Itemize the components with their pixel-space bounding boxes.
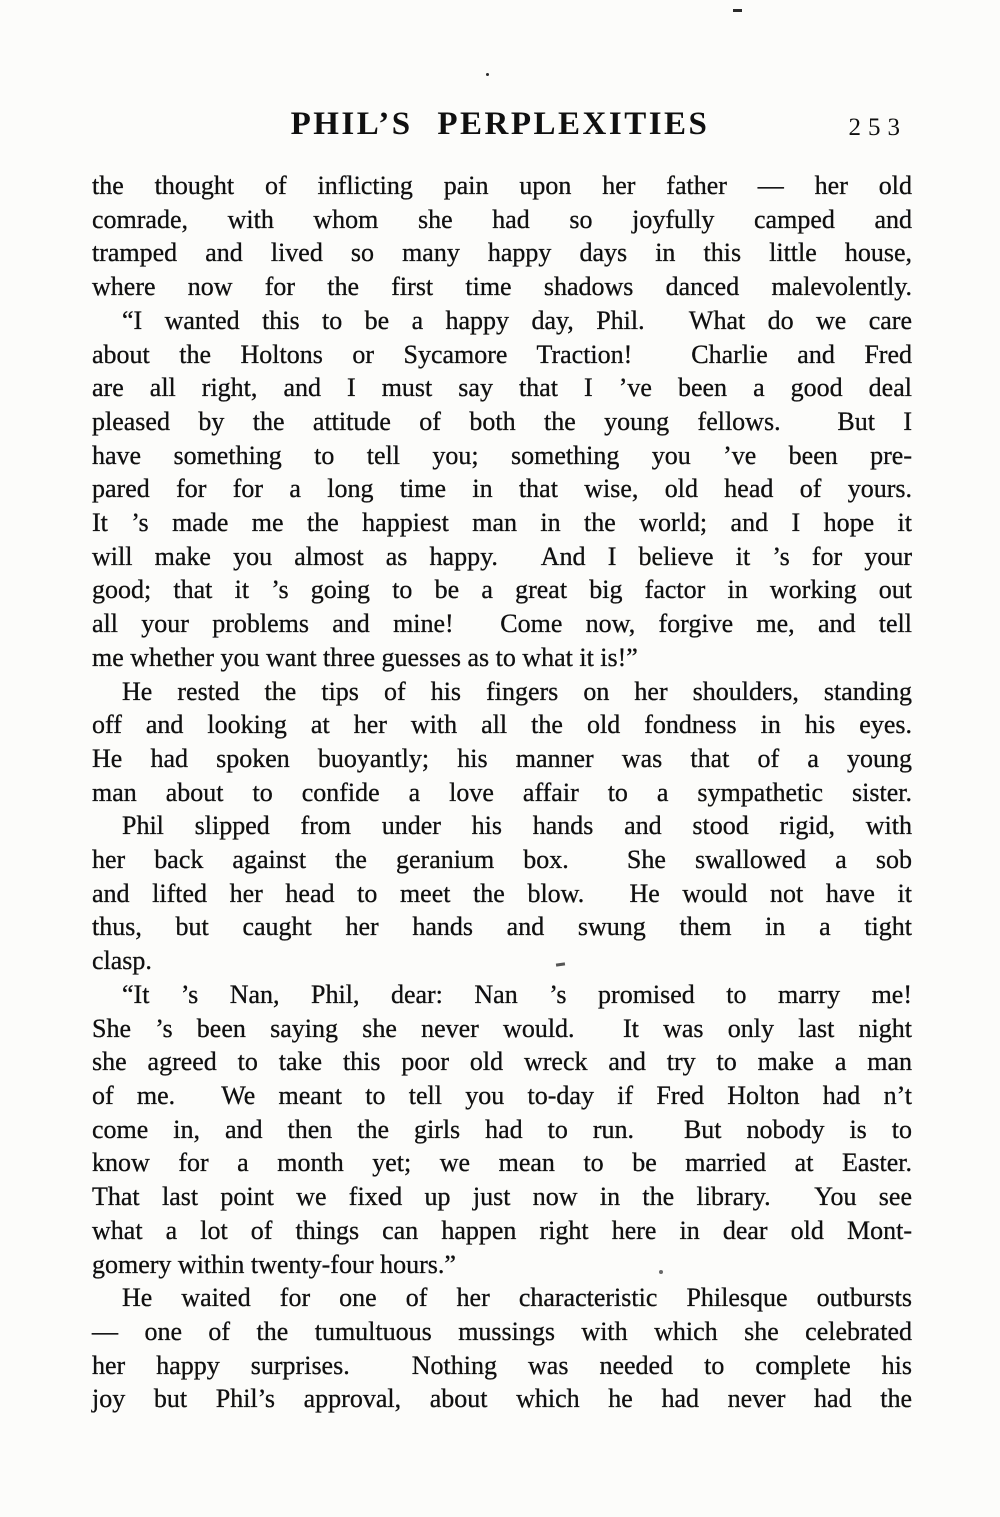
paragraph xyxy=(92,1281,912,1416)
text-line: know for a month yet; we mean to be married at Easter. xyxy=(92,1148,912,1178)
text-line: her happy surprises. Nothing was needed to complete his xyxy=(92,1350,912,1380)
text-line: what a lot of things can happen right here in dear old Mont- xyxy=(92,1215,912,1245)
page-number: 253 xyxy=(848,114,907,141)
text-line: pared for for a long time in that wise, old head of yours. xyxy=(92,474,912,504)
text-line: Phil slipped from under his hands and stood rigid, with xyxy=(122,811,912,841)
text-line: and lifted her head to meet the blow. He would not have it xyxy=(92,878,912,908)
text-line: thus, but caught her hands and swung them in a tight xyxy=(92,912,912,942)
text-line: — one of the tumultuous mussings with which she celebrated xyxy=(92,1316,912,1346)
text-line: That last point we fixed up just now in the library. You see xyxy=(92,1182,912,1212)
scan-artifact xyxy=(733,9,742,12)
text-line: have something to tell you; something you ’ve been pre- xyxy=(92,440,912,470)
text-line: off and looking at her with all the old fondness in his eyes. xyxy=(92,710,912,740)
page-body xyxy=(92,169,912,1416)
text-line: the thought of inflicting pain upon her father — her old xyxy=(92,171,912,200)
text-line: she agreed to take this poor old wreck and try to make a man xyxy=(92,1047,912,1077)
text-line: clasp. xyxy=(92,946,152,976)
text-line: It ’s made me the happiest man in the world; and I hope it xyxy=(92,508,912,538)
text-line: She ’s been saying she never would. It was only last night xyxy=(92,1013,912,1043)
text-line: will make you almost as happy. And I believe it ’s for your xyxy=(92,541,912,571)
paragraph xyxy=(92,304,912,675)
text-line: pleased by the attitude of both the young fellows. But I xyxy=(92,406,912,436)
text-line: of me. We meant to tell you to-day if Fred Holton had n’t xyxy=(92,1080,912,1110)
text-line: tramped and lived so many happy days in this little house, xyxy=(92,238,912,268)
text-line: are all right, and I must say that I ’ve been a good deal xyxy=(92,373,912,403)
text-line: He rested the tips of his fingers on her shoulders, standing xyxy=(122,676,912,706)
text-line: come in, and then the girls had to run. But nobody is to xyxy=(92,1114,912,1144)
page-header-title: PHIL’S PERPLEXITIES xyxy=(290,106,710,142)
text-line: where now for the first time shadows danced malevolently. xyxy=(92,272,912,302)
paragraph xyxy=(92,169,912,304)
scan-artifact xyxy=(486,73,489,76)
text-line: joy but Phil’s approval, about which he had never had the xyxy=(92,1384,912,1414)
text-line: comrade, with whom she had so joyfully camped and xyxy=(92,204,912,234)
text-line: man about to confide a love affair to a sympathetic sister. xyxy=(92,777,912,807)
text-line: all your problems and mine! Come now, forgive me, and tell xyxy=(92,609,912,639)
text-line: He waited for one of her characteristic Philesque outbursts xyxy=(122,1283,912,1313)
paragraph xyxy=(92,978,912,1281)
text-line: good; that it ’s going to be a great big factor in working out xyxy=(92,575,912,605)
text-line: about the Holtons or Sycamore Traction! Charlie and Fred xyxy=(92,339,912,369)
text-line: her back against the geranium box. She swallowed a sob xyxy=(92,845,912,875)
paragraph xyxy=(92,675,912,810)
text-line: “I wanted this to be a happy day, Phil. What do we care xyxy=(122,305,912,335)
text-line: gomery within twenty-four hours.” xyxy=(92,1249,456,1279)
paragraph xyxy=(92,809,912,978)
text-line: me whether you want three guesses as to what it is!” xyxy=(92,642,638,672)
text-line: “It ’s Nan, Phil, dear: Nan ’s promised to marry me! xyxy=(122,979,912,1009)
text-line: He had spoken buoyantly; his manner was that of a young xyxy=(92,743,912,773)
